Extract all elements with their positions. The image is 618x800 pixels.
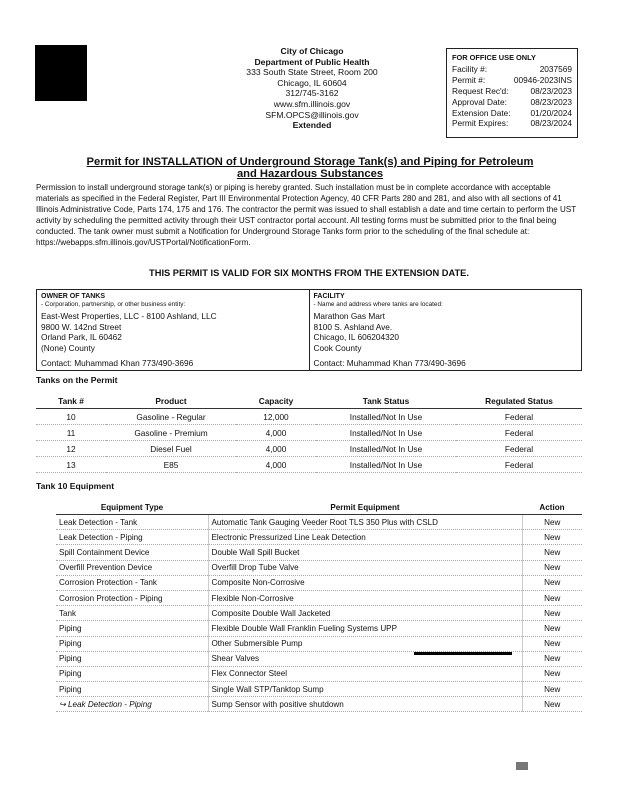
field-label: Extension Date: <box>452 107 511 118</box>
redaction-mark <box>414 652 512 655</box>
field-value: 2037569 <box>539 63 572 74</box>
title-line-1: Permit for INSTALLATION of Underground Storage Tank(s) and Piping for Petroleum <box>86 156 534 168</box>
table-row <box>56 621 582 636</box>
action: New <box>522 545 582 560</box>
table-cell: Federal <box>456 441 582 457</box>
office-use-box <box>446 48 578 138</box>
validity-notice: THIS PERMIT IS VALID FOR SIX MONTHS FROM THE EXTENSION DATE. <box>149 268 469 278</box>
action: New <box>522 515 582 530</box>
owner-county: (None) County <box>41 342 95 353</box>
table-row <box>56 575 582 590</box>
agency-logo <box>35 45 87 101</box>
permit-equipment: Single Wall STP/Tanktop Sump <box>208 682 522 697</box>
action: New <box>522 606 582 621</box>
owner-heading: OWNER OF TANKS <box>41 293 106 300</box>
table-row <box>56 666 582 681</box>
permit-title <box>36 156 584 181</box>
table-cell: 10 <box>36 409 106 425</box>
agency-street: 333 South State Street, Room 200 <box>246 67 378 78</box>
equipment-type: Leak Detection - Tank <box>56 515 208 530</box>
table-row <box>56 697 582 712</box>
table-cell: E85 <box>106 457 236 473</box>
equipment-type: Corrosion Protection - Piping <box>56 590 208 605</box>
field-value: 01/20/2024 <box>530 107 572 118</box>
equipment-header-row <box>56 500 582 515</box>
table-row <box>56 682 582 697</box>
extension-date-row <box>452 108 572 119</box>
facility-section <box>309 290 582 370</box>
equipment-type: Piping <box>56 682 208 697</box>
permit-equipment: Double Wall Spill Bucket <box>208 545 522 560</box>
action: New <box>522 697 582 712</box>
table-cell: 12,000 <box>236 409 316 425</box>
table-cell: Installed/Not In Use <box>316 457 456 473</box>
owner-name: East-West Properties, LLC - 8100 Ashland, LLC <box>41 311 217 321</box>
permit-equipment: Sump Sensor with positive shutdown <box>208 697 522 712</box>
equipment-type: Tank <box>56 606 208 621</box>
owner-contact: Contact: Muhammad Khan 773/490-3696 <box>41 358 194 369</box>
table-cell: Gasoline - Regular <box>106 409 236 425</box>
field-label: Request Rec'd: <box>452 85 509 96</box>
action: New <box>522 590 582 605</box>
table-row <box>56 545 582 560</box>
action: New <box>522 575 582 590</box>
action: New <box>522 636 582 651</box>
table-row <box>36 409 582 425</box>
facility-city: Chicago, IL 606204320 <box>313 332 399 343</box>
action: New <box>522 682 582 697</box>
column-header: Permit Equipment <box>208 500 522 515</box>
table-row <box>56 530 582 545</box>
table-cell: Diesel Fuel <box>106 441 236 457</box>
table-cell: Installed/Not In Use <box>316 425 456 441</box>
extended-label: Extended <box>292 120 332 131</box>
agency-city-zip: Chicago, IL 60604 <box>277 77 347 88</box>
field-value: 08/23/2023 <box>530 96 572 107</box>
intro-paragraph: Permission to install underground storage tank(s) or piping is hereby granted. Such installation must be in complete accordance with acceptable materials as specified in the Federal Register, Part III Environmental Protection Agency, 40 CFR Parts 280 and 281, and also with all sections of 41 Illinois Administrative Code, Parts 174, 175 and 176. The contractor the permit was issued to shall establish a date and time certain to perform the UST activity by scheduling the permitted activity through their UST contractor portal account. All testing forms must be submitted prior to the final being conducted. The tank owner must submit a Notification for Underground Storage Tanks form prior to the scheduling of the final schedule at: https://webapps.sfm.illinois.gov/USTPortal/NotificationForm. <box>36 183 577 247</box>
table-cell: Installed/Not In Use <box>316 409 456 425</box>
table-row <box>56 515 582 530</box>
owner-facility-box <box>36 289 582 371</box>
permit-expires-row <box>452 118 572 129</box>
table-cell: Installed/Not In Use <box>316 441 456 457</box>
table-cell: 4,000 <box>236 425 316 441</box>
title-line-2: and Hazardous Substances <box>236 168 384 181</box>
owner-subheading: - Corporation, partnership, or other business entity: <box>41 301 186 308</box>
field-label: Approval Date: <box>452 96 507 107</box>
column-header: Product <box>106 394 236 409</box>
agency-block <box>212 46 412 131</box>
table-row <box>56 636 582 651</box>
table-cell: Federal <box>456 457 582 473</box>
equipment-table <box>56 500 582 712</box>
column-header: Equipment Type <box>56 500 208 515</box>
table-cell: 4,000 <box>236 441 316 457</box>
table-row <box>36 441 582 457</box>
field-value: 08/23/2024 <box>530 118 572 129</box>
field-label: Permit #: <box>452 74 486 85</box>
permit-number-row <box>452 75 572 86</box>
equipment-type: ↪ Leak Detection - Piping <box>56 697 208 712</box>
table-cell: 4,000 <box>236 457 316 473</box>
equipment-type: Overfill Prevention Device <box>56 560 208 575</box>
permit-equipment: Automatic Tank Gauging Veeder Root TLS 350 Plus with CSLD <box>208 515 522 530</box>
table-row <box>56 590 582 605</box>
agency-email: SFM.OPCS@illinois.gov <box>265 109 359 120</box>
column-header: Tank Status <box>316 394 456 409</box>
facility-county: Cook County <box>313 342 362 353</box>
owner-section <box>37 290 309 370</box>
facility-subheading: - Name and address where tanks are located: <box>313 301 443 308</box>
permit-equipment: Electronic Pressurized Line Leak Detection <box>208 530 522 545</box>
table-cell: Gasoline - Premium <box>106 425 236 441</box>
action: New <box>522 621 582 636</box>
column-header: Capacity <box>236 394 316 409</box>
column-header: Regulated Status <box>456 394 582 409</box>
action: New <box>522 560 582 575</box>
permit-equipment: Flexible Non-Corrosive <box>208 590 522 605</box>
equipment-type: Corrosion Protection - Tank <box>56 575 208 590</box>
table-row <box>36 425 582 441</box>
action: New <box>522 651 582 666</box>
column-header: Tank # <box>36 394 106 409</box>
permit-equipment: Flexible Double Wall Franklin Fueling Systems UPP <box>208 621 522 636</box>
owner-city: Orland Park, IL 60462 <box>41 332 122 343</box>
field-label: Permit Expires: <box>452 118 509 129</box>
field-value: 08/23/2023 <box>530 85 572 96</box>
facility-number-row <box>452 64 572 75</box>
agency-website: www.sfm.illinois.gov <box>273 98 351 109</box>
permit-equipment: Other Submersible Pump <box>208 636 522 651</box>
permit-equipment: Shear Valves <box>208 651 522 666</box>
equipment-type: Leak Detection - Piping <box>56 530 208 545</box>
action: New <box>522 530 582 545</box>
field-value: 00946-2023INS <box>513 74 572 85</box>
table-cell: Federal <box>456 425 582 441</box>
office-use-header: FOR OFFICE USE ONLY <box>452 53 536 62</box>
table-cell: Federal <box>456 409 582 425</box>
tanks-heading: Tanks on the Permit <box>36 375 118 385</box>
table-cell: 13 <box>36 457 106 473</box>
facility-street: 8100 S. Ashland Ave. <box>313 321 393 332</box>
agency-department: Department of Public Health <box>254 56 370 67</box>
table-cell: 12 <box>36 441 106 457</box>
equipment-type: Piping <box>56 651 208 666</box>
table-row <box>56 606 582 621</box>
facility-contact: Contact: Muhammad Khan 773/490-3696 <box>313 358 466 369</box>
tanks-header-row <box>36 394 582 409</box>
action: New <box>522 666 582 681</box>
permit-equipment: Flex Connector Steel <box>208 666 522 681</box>
table-row <box>36 457 582 473</box>
page-stamp <box>516 762 528 770</box>
permit-equipment: Composite Double Wall Jacketed <box>208 606 522 621</box>
facility-heading: FACILITY <box>313 293 345 300</box>
column-header: Action <box>522 500 582 515</box>
permit-equipment: Overfill Drop Tube Valve <box>208 560 522 575</box>
equipment-type: Piping <box>56 636 208 651</box>
permit-equipment: Composite Non-Corrosive <box>208 575 522 590</box>
request-received-row <box>452 86 572 97</box>
equipment-type: Spill Containment Device <box>56 545 208 560</box>
table-cell: 11 <box>36 425 106 441</box>
facility-name: Marathon Gas Mart <box>313 311 385 321</box>
tanks-table <box>36 394 582 473</box>
equipment-type: Piping <box>56 666 208 681</box>
equipment-type: Piping <box>56 621 208 636</box>
owner-street: 9800 W. 142nd Street <box>41 321 122 332</box>
equipment-heading: Tank 10 Equipment <box>36 481 115 491</box>
agency-phone: 312/745-3162 <box>285 88 339 99</box>
agency-city: City of Chicago <box>280 46 344 56</box>
field-label: Facility #: <box>452 63 488 74</box>
table-row <box>56 560 582 575</box>
approval-date-row <box>452 97 572 108</box>
